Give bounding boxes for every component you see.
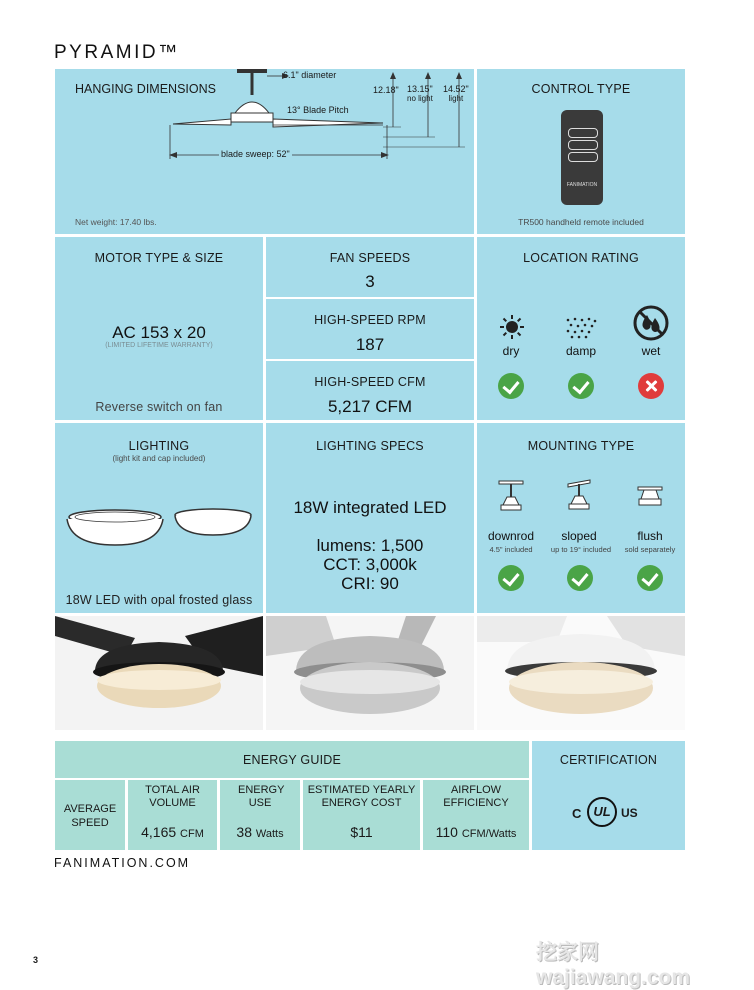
finish-photo-white — [477, 616, 685, 730]
efficiency-unit: CFM/Watts — [461, 828, 517, 840]
wet-icon — [633, 305, 669, 341]
sloped-check-icon — [567, 565, 593, 591]
sloped-icon — [564, 478, 594, 512]
page-number: 3 — [33, 955, 39, 965]
remote-note: TR500 handheld remote included — [518, 217, 644, 227]
airflow-efficiency-heading: AIRFLOW EFFICIENCY — [443, 784, 509, 809]
fan-speeds-title: FAN SPEEDS — [329, 251, 411, 265]
led-spec: 18W integrated LED — [293, 498, 447, 517]
flush-label: flush — [637, 529, 663, 543]
lighting-sub: (light kit and cap included) — [112, 454, 206, 463]
mounting-title: MOUNTING TYPE — [527, 439, 635, 453]
total-air-volume-value — [128, 824, 217, 840]
finish-photo-nickel — [266, 616, 474, 730]
airflow-efficiency-cell — [423, 780, 529, 850]
height-dim-2 — [407, 85, 433, 103]
certification-title: CERTIFICATION — [559, 753, 658, 767]
reverse-switch-note: Reverse switch on fan — [95, 400, 223, 414]
yearly-cost-cell — [303, 780, 420, 850]
cfm-value: 5,217 CFM — [327, 397, 413, 416]
flush-check-icon — [637, 565, 663, 591]
rpm-value: 187 — [355, 335, 385, 354]
control-type-title: CONTROL TYPE — [531, 82, 631, 96]
height-dim-2-value: 13.15" — [407, 84, 433, 94]
downrod-label: downrod — [487, 529, 535, 543]
net-weight: Net weight: 17.40 lbs. — [75, 217, 157, 227]
downrod-icon — [497, 479, 525, 513]
cul-us-mark: US — [621, 806, 638, 820]
flush-note: sold separately — [624, 545, 676, 554]
blade-pitch-label: 13° Blade Pitch — [287, 105, 349, 115]
damp-label: damp — [565, 344, 597, 358]
light-cap-icon — [172, 507, 254, 539]
cul-c-mark: C — [572, 806, 582, 821]
sun-icon — [499, 314, 525, 340]
flush-icon — [635, 485, 665, 511]
lighting-specs-panel — [266, 423, 474, 613]
blade-sweep-label: blade sweep: 52" — [221, 149, 290, 159]
location-title: LOCATION RATING — [523, 251, 639, 265]
downrod-note: 4.5" included — [489, 545, 533, 554]
lumens-spec: lumens: 1,500 — [316, 536, 424, 555]
yearly-cost-heading: ESTIMATED YEARLY ENERGY COST — [307, 784, 416, 809]
website-link[interactable]: FANIMATION.COM — [54, 856, 191, 870]
total-air-volume-heading: TOTAL AIR VOLUME — [145, 784, 200, 809]
cri-spec: CRI: 90 — [341, 574, 399, 593]
height-dim-3 — [443, 85, 469, 103]
cul-us-logo — [572, 797, 648, 831]
certification-panel — [532, 741, 685, 850]
location-rating-panel — [477, 237, 685, 420]
energy-use-heading: ENERGY USE — [238, 784, 285, 809]
height-dim-2-note: no light — [407, 94, 433, 103]
lighting-specs-title: LIGHTING SPECS — [316, 439, 424, 453]
downrod-check-icon — [498, 565, 524, 591]
cul-ul-mark: UL — [593, 804, 611, 819]
rpm-panel — [266, 299, 474, 359]
total-air-volume-cell — [128, 780, 217, 850]
sloped-label: sloped — [561, 529, 597, 543]
page-title: PYRAMID™ — [54, 42, 180, 63]
airflow-efficiency-value — [423, 824, 529, 840]
motor-warranty: (LIMITED LIFETIME WARRANTY) — [105, 342, 213, 349]
lighting-panel — [55, 423, 263, 613]
damp-check-icon — [568, 373, 594, 399]
height-dim-3-note: light — [448, 94, 464, 103]
cfm-title: HIGH-SPEED CFM — [314, 375, 426, 389]
energy-guide-title: ENERGY GUIDE — [242, 753, 342, 767]
energy-use-unit: Watts — [255, 828, 284, 840]
fan-speeds-value: 3 — [365, 272, 375, 291]
light-kit-icon — [63, 505, 167, 549]
efficiency-number: 110 — [435, 824, 458, 840]
height-dim-1: 12.18" — [373, 85, 399, 95]
yearly-cost-value: $11 — [350, 824, 373, 840]
sloped-note: up to 19° included — [550, 545, 612, 554]
remote-control-icon — [561, 110, 603, 205]
wet-x-icon — [638, 373, 664, 399]
diameter-label: 6.1" diameter — [283, 70, 337, 80]
control-type-panel — [477, 69, 685, 234]
lighting-title: LIGHTING — [128, 439, 190, 453]
average-speed-cell — [55, 780, 125, 850]
hanging-dimensions-title: HANGING DIMENSIONS — [75, 82, 216, 96]
average-speed-label: AVERAGE SPEED — [63, 803, 117, 829]
damp-icon — [565, 317, 597, 339]
height-dim-3-value: 14.52" — [443, 84, 469, 94]
hanging-dimensions-panel — [55, 69, 474, 234]
remote-brand: FANIMATION — [566, 182, 598, 188]
motor-title: MOTOR TYPE & SIZE — [94, 251, 224, 265]
energy-use-value — [220, 824, 300, 840]
air-volume-number: 4,165 — [141, 824, 177, 840]
motor-panel — [55, 237, 263, 420]
watermark: 挖家网 wajiawang.com — [536, 941, 691, 989]
wet-label: wet — [641, 344, 661, 358]
motor-value: AC 153 x 20 — [112, 323, 206, 342]
dry-label: dry — [502, 344, 520, 358]
lighting-note: 18W LED with opal frosted glass — [65, 593, 253, 607]
dry-check-icon — [498, 373, 524, 399]
fan-speeds-panel — [266, 237, 474, 297]
energy-use-number: 38 — [236, 824, 252, 840]
mounting-type-panel — [477, 423, 685, 613]
finish-photo-black — [55, 616, 263, 730]
rpm-title: HIGH-SPEED RPM — [314, 313, 426, 327]
energy-use-cell — [220, 780, 300, 850]
cct-spec: CCT: 3,000k — [323, 555, 417, 574]
energy-guide-header — [55, 741, 529, 778]
cfm-panel — [266, 361, 474, 420]
air-volume-unit: CFM — [180, 828, 204, 840]
